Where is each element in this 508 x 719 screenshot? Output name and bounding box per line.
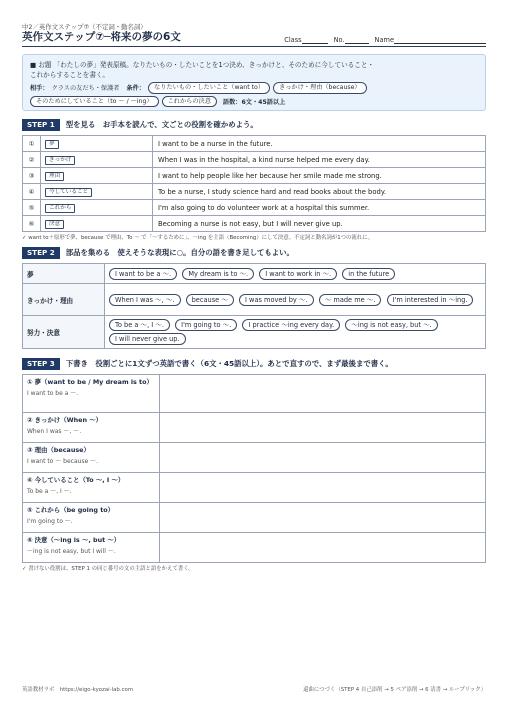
draft-hint: I want to be a ～. <box>27 389 79 397</box>
table-row <box>23 264 486 284</box>
phrase-category: きっかけ・理由 <box>23 284 105 316</box>
model-sentence: I want to help people like her because her smile made me strong. <box>153 168 486 184</box>
draft-label: ⑥ 決意（～ing is ～, but ～） <box>27 536 121 544</box>
instructions-box <box>22 54 486 111</box>
role-tag: きっかけ <box>45 156 75 165</box>
phrase-chip[interactable]: ～ing is not easy, but ～. <box>345 319 438 331</box>
table-row <box>23 184 486 200</box>
class-field[interactable] <box>302 37 328 44</box>
conditions-row-1 <box>30 82 478 94</box>
phrase-chip[interactable]: To be a ～, I ～. <box>109 319 170 331</box>
table-row <box>23 284 486 316</box>
step1-note: ✓ want to＋原形で夢、because で理由、To ～ で「～するために」、～ing を主語（Becoming）にして決意。不定詞と動名詞が1つの流れに。 <box>22 235 373 241</box>
class-label: Class <box>284 36 302 44</box>
phrase-chip[interactable]: in the future <box>342 268 395 280</box>
row-number: ⑤ <box>23 200 41 216</box>
role-tag: 決意 <box>45 220 64 229</box>
step3-note: ✓ 書けない役割は、STEP 1 の同じ番号の文の主語と語をかえて書く。 <box>22 566 194 572</box>
draft-hint: ～ing is not easy, but I will ～. <box>27 547 116 555</box>
phrase-category: 夢 <box>23 264 105 284</box>
audience-text: クラスの友だち・保護者 <box>51 85 120 93</box>
role-tag: これから <box>45 204 75 213</box>
condition-pill: これからの決意 <box>162 96 217 108</box>
phrase-chip[interactable]: ～ made me ～. <box>319 294 382 306</box>
row-number: ④ <box>23 184 41 200</box>
row-number: ⑥ <box>23 216 41 232</box>
name-field[interactable] <box>394 37 486 44</box>
instructions-line-2: これからすることを書く。 <box>30 71 109 79</box>
step2-instruction: 部品を集める 使えそうな表現に○。自分の語を書き足してもよい。 <box>65 248 294 257</box>
draft-label: ② きっかけ（When ～） <box>27 416 103 424</box>
draft-answer-area[interactable] <box>160 503 486 533</box>
phrase-chip[interactable]: I want to work in ～. <box>259 268 337 280</box>
number-field[interactable] <box>345 37 369 44</box>
condition-pill: そのためにしていること（to ～ / ～ing） <box>30 96 159 108</box>
draft-answer-area[interactable] <box>160 375 486 413</box>
step2-header <box>22 246 486 259</box>
phrase-chip[interactable]: When I was ～, ～. <box>109 294 181 306</box>
conditions-label: 条件： <box>126 85 146 93</box>
step1-header <box>22 118 486 131</box>
phrase-category: 努力・決意 <box>23 316 105 349</box>
row-number: ③ <box>23 168 41 184</box>
table-row <box>23 503 486 533</box>
page-footer <box>22 685 486 693</box>
model-sentence: When I was in the hospital, a kind nurse helped me every day. <box>153 152 486 168</box>
grade-label: 中2／英作文ステップ⑦（不定詞・動名詞） <box>22 23 147 31</box>
table-row <box>23 533 486 563</box>
phrase-chip[interactable]: I practice ～ing every day. <box>242 319 340 331</box>
draft-hint: I'm going to ～. <box>27 517 73 525</box>
role-tag: 夢 <box>45 140 59 149</box>
phrase-chip[interactable]: My dream is to ～. <box>182 268 254 280</box>
step3-header <box>22 357 486 370</box>
worksheet-page <box>22 22 486 572</box>
step2-badge: STEP 2 <box>22 247 60 259</box>
table-row <box>23 216 486 232</box>
footer-next-steps: 還曲につづく（STEP 4 自己添削 → 5 ペア添削 → 6 清書 → ループリック） <box>303 687 486 693</box>
draft-label: ⑤ これから（be going to） <box>27 506 115 514</box>
student-info <box>284 36 486 44</box>
model-sentence: I'm also going to do volunteer work at a hospital this summer. <box>153 200 486 216</box>
draft-hint: I want to ～ because ～. <box>27 457 99 465</box>
draft-answer-area[interactable] <box>160 533 486 563</box>
table-row <box>23 200 486 216</box>
table-row <box>23 316 486 349</box>
table-row <box>23 375 486 413</box>
model-sentence: Becoming a nurse is not easy, but I will never give up. <box>153 216 486 232</box>
draft-label: ④ 今していること（To ～, I ～） <box>27 476 125 484</box>
model-table <box>22 135 486 232</box>
phrase-chip[interactable]: I'm interested in ～ing. <box>387 294 474 306</box>
table-row <box>23 443 486 473</box>
draft-table <box>22 374 486 563</box>
role-tag: 理由 <box>45 172 64 181</box>
step3-badge: STEP 3 <box>22 358 60 370</box>
condition-pill: なりたいもの・したいこと（want to） <box>148 82 270 94</box>
title-row <box>22 31 486 47</box>
role-tag: 今していること <box>45 188 92 197</box>
phrase-table <box>22 263 486 349</box>
table-row <box>23 413 486 443</box>
audience-label: 相手： <box>30 85 49 93</box>
table-row <box>23 152 486 168</box>
table-row <box>23 136 486 152</box>
phrase-chip[interactable]: because ～ <box>186 294 234 306</box>
model-sentence: To be a nurse, I study science hard and read books about the body. <box>153 184 486 200</box>
condition-pill: きっかけ・理由（because） <box>273 82 367 94</box>
footer-source: 英語教材ラボ https://eigo-kyozai-lab.com <box>22 687 134 693</box>
draft-answer-area[interactable] <box>160 443 486 473</box>
draft-answer-area[interactable] <box>160 473 486 503</box>
draft-label: ③ 理由（because） <box>27 446 90 454</box>
draft-answer-area[interactable] <box>160 413 486 443</box>
step1-instruction: 型を見る お手本を読んで、文ごとの役割を確かめよう。 <box>65 120 258 129</box>
phrase-chip[interactable]: I will never give up. <box>109 333 186 345</box>
phrase-chip[interactable]: I want to be a ～. <box>109 268 177 280</box>
conditions-row-2 <box>30 96 478 108</box>
step3-instruction: 下書き 役割ごとに1文ずつ英語で書く（6文・45語以上）。あとで直すので、まず最後まで書く。 <box>65 359 393 368</box>
phrase-chip[interactable]: I was moved by ～. <box>239 294 314 306</box>
word-count: 語数：6文・45語以上 <box>222 98 286 106</box>
step1-badge: STEP 1 <box>22 119 60 131</box>
draft-hint: To be a ～, I ～. <box>27 487 72 495</box>
phrase-chip[interactable]: I'm going to ～. <box>175 319 237 331</box>
row-number: ① <box>23 136 41 152</box>
row-number: ② <box>23 152 41 168</box>
instructions-line-1: ■ お題 「わたしの夢」発表原稿。なりたいもの・したいことを1つ決め、きっかけと、そのために今していること・ <box>30 61 375 69</box>
draft-hint: When I was ～, ～. <box>27 427 82 435</box>
table-row <box>23 473 486 503</box>
draft-label: ① 夢（want to be / My dream is to） <box>27 378 153 386</box>
model-sentence: I want to be a nurse in the future. <box>153 136 486 152</box>
table-row <box>23 168 486 184</box>
name-label: Name <box>374 36 394 44</box>
number-label: No. <box>333 36 345 44</box>
page-title: 英作文ステップ⑦─将来の夢の6文 <box>22 31 181 43</box>
